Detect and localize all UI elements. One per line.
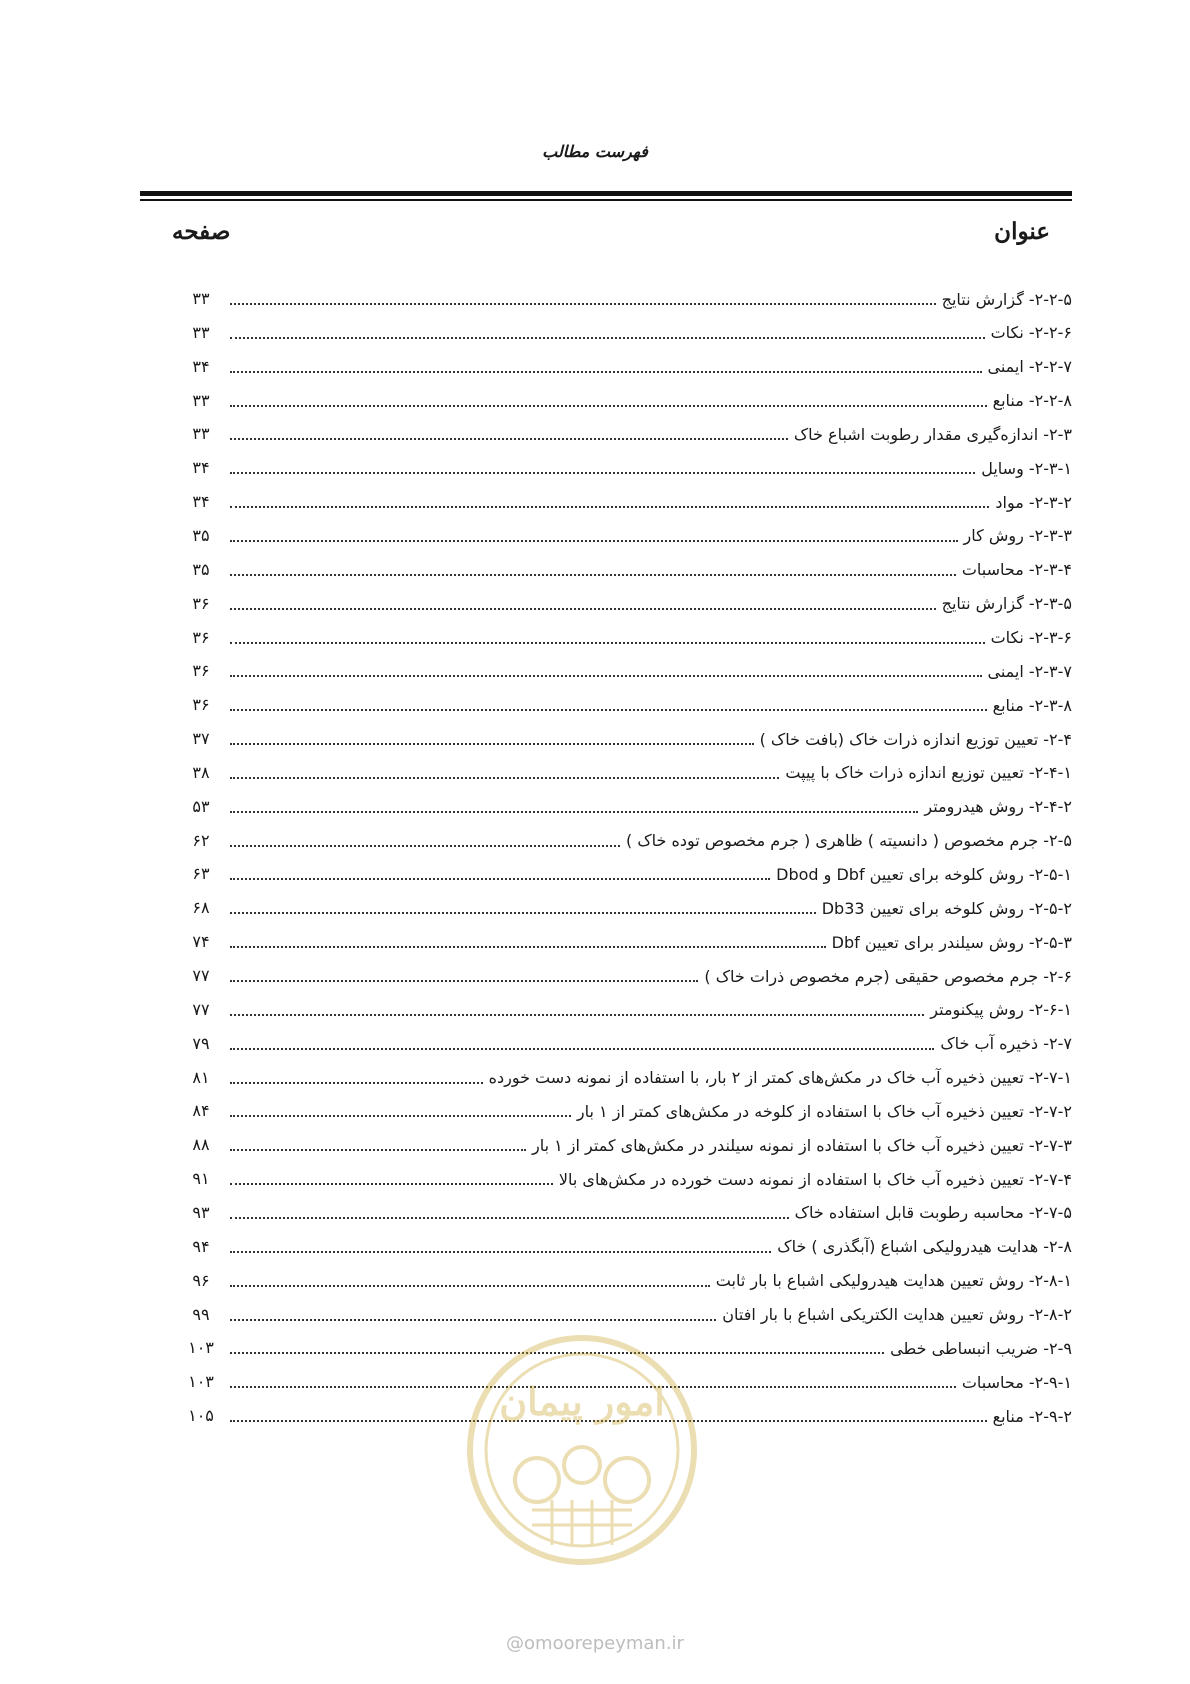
toc-entry-title: ۲-۲-۶- نکات: [990, 323, 1072, 343]
toc-entry-title: ۲-۹- ضریب انبساطی خطی: [890, 1338, 1072, 1358]
toc-row: [0, 383, 1190, 419]
toc-page-number: ۳۸: [192, 762, 210, 782]
toc-entry-title: ۲-۲-۸- منابع: [992, 391, 1072, 411]
toc-row: [0, 653, 1190, 689]
dot-leader: [230, 675, 982, 677]
toc-entry: [230, 552, 1072, 588]
toc-entry: [230, 1127, 1072, 1163]
toc-entry: [230, 992, 1072, 1028]
toc-entry: [230, 349, 1072, 385]
watermark-text: امور پیمان: [499, 1379, 665, 1424]
dot-leader: [230, 1217, 789, 1219]
dot-leader: [230, 303, 936, 305]
toc-entry: [230, 653, 1072, 689]
toc-entry: [230, 924, 1072, 960]
toc-page-number: ۱۰۳: [188, 1338, 214, 1358]
toc-row: [0, 450, 1190, 486]
toc-entry: [230, 687, 1072, 723]
dot-leader: [230, 1115, 571, 1117]
dot-leader: [230, 574, 956, 576]
toc-entry: [230, 315, 1072, 351]
dot-leader: [230, 777, 779, 779]
toc-entry-title: ۲-۵- جرم مخصوص ( دانسیته ) ظاهری ( جرم مخصوص توده خاک ): [626, 831, 1072, 851]
page-header-title: فهرست مطالب: [542, 142, 648, 161]
header-rule-thin: [140, 199, 1072, 201]
dot-leader: [230, 405, 987, 407]
dot-leader: [230, 1014, 924, 1016]
toc-page-number: ۷۹: [192, 1033, 210, 1053]
toc-page-number: ۳۶: [192, 661, 210, 681]
toc-row: [0, 1263, 1190, 1299]
toc-entry-title: ۲-۵-۱- روش کلوخه برای تعیین Dbf و Dbod: [776, 864, 1072, 884]
toc-entry: [230, 416, 1072, 452]
toc-entry: [230, 1026, 1072, 1062]
toc-page-number: ۳۳: [192, 390, 210, 410]
toc-page-number: ۷۷: [192, 966, 210, 985]
toc-page-number: ۳۵: [192, 525, 210, 545]
toc-entry-title: ۲-۳-۱- وسایل: [981, 458, 1072, 478]
toc-page-number: ۹۶: [192, 1270, 210, 1290]
toc-page-number: ۳۶: [192, 593, 210, 613]
toc-page-number: ۶۳: [192, 864, 210, 884]
dot-leader: [230, 1183, 553, 1185]
toc-entry-title: ۲-۲-۵- گزارش نتایج: [941, 289, 1072, 309]
toc-entry-title: ۲-۳-۴- محاسبات: [961, 560, 1072, 580]
toc-page-number: ۸۸: [192, 1135, 210, 1155]
toc-row: [0, 1093, 1190, 1129]
toc-entry-title: ۲-۷-۴- تعیین ذخیره آب خاک با استفاده از نمونه دست خورده در مکش‌های بالا: [558, 1169, 1072, 1189]
toc-entry: [230, 586, 1072, 622]
toc-entry-title: ۲-۳-۸- منابع: [992, 695, 1072, 715]
dot-leader: [230, 845, 620, 847]
dot-leader: [230, 540, 958, 542]
toc-entry: [230, 1297, 1072, 1333]
toc-entry-title: ۲-۷-۱- تعیین ذخیره آب خاک در مکش‌های کمتر از ۲ بار، با استفاده از نمونه دست خورده: [488, 1068, 1072, 1088]
toc-entry-title: ۲-۸- هدایت هیدرولیکی اشباع (آبگذری ) خاک: [777, 1237, 1072, 1257]
toc-entry: [230, 1195, 1072, 1231]
toc-page-number: ۳۳: [192, 289, 210, 308]
watermark-seal: [462, 1330, 702, 1570]
toc-row: [0, 518, 1190, 554]
toc-row: [0, 416, 1190, 452]
toc-entry: [230, 721, 1072, 757]
dot-leader: [230, 980, 698, 982]
toc-entry: [230, 958, 1072, 994]
toc-entry: [230, 1229, 1072, 1265]
toc-entry: [230, 890, 1072, 926]
toc-page-number: ۹۱: [192, 1169, 210, 1189]
toc-entry: [230, 755, 1072, 791]
toc-row: [0, 823, 1190, 859]
toc-row: [0, 620, 1190, 656]
toc-row: [0, 1060, 1190, 1096]
toc-entry: [230, 1060, 1072, 1096]
toc-entry: [230, 789, 1072, 825]
dot-leader: [230, 642, 985, 644]
toc-row: [0, 484, 1190, 520]
dot-leader: [230, 1319, 716, 1321]
dot-leader: [230, 1048, 934, 1050]
toc-entry-title: ۲-۷-۳- تعیین ذخیره آب خاک با استفاده از نمونه سیلندر در مکش‌های کمتر از ۱ بار: [531, 1135, 1072, 1155]
toc-entry-title: ۲-۳- اندازه‌گیری مقدار رطوبت اشباع خاک: [793, 424, 1072, 444]
toc-entry-title: ۲-۷- ذخیره آب خاک: [940, 1034, 1072, 1054]
toc-entry-title: ۲-۶-۱- روش پیکنومتر: [930, 1000, 1072, 1020]
toc-row: [0, 315, 1190, 351]
toc-entry-title: ۲-۳-۶- نکات: [990, 628, 1072, 647]
toc-page-number: ۵۳: [192, 796, 210, 816]
column-page-heading: صفحه: [172, 218, 231, 245]
toc-entry-title: ۲-۹-۲- منابع: [992, 1406, 1072, 1426]
toc-page-number: ۳۵: [192, 559, 210, 579]
toc-row: [0, 721, 1190, 757]
toc-row: [0, 992, 1190, 1028]
toc-page-number: ۳۴: [192, 458, 210, 478]
dot-leader: [230, 1251, 771, 1253]
toc-page-number: ۳۷: [192, 729, 210, 749]
toc-page-number: ۳۶: [192, 695, 210, 715]
toc-entry-title: ۲-۳-۲- مواد: [995, 492, 1072, 512]
toc-entry-title: ۲-۴- تعیین توزیع اندازه ذرات خاک (بافت خاک ): [759, 729, 1072, 749]
footer-url: @omoorepeyman.ir: [506, 1633, 684, 1654]
dot-leader: [230, 946, 826, 948]
dot-leader: [230, 371, 982, 373]
header-rule-thick: [140, 191, 1072, 196]
toc-page-number: ۹۴: [192, 1236, 210, 1256]
dot-leader: [230, 912, 816, 914]
toc-page-number: ۶۲: [192, 830, 210, 850]
toc-row: [0, 924, 1190, 960]
toc-entry: [230, 823, 1072, 859]
toc-row: [0, 1127, 1190, 1163]
dot-leader: [230, 608, 936, 610]
dot-leader: [230, 438, 788, 440]
toc-entry-title: ۲-۴-۱- تعیین توزیع اندازه ذرات خاک با پیپت: [785, 763, 1072, 783]
toc-page-number: ۶۸: [192, 898, 210, 918]
toc-entry-title: ۲-۳-۵- گزارش نتایج: [941, 594, 1072, 614]
toc-page-number: ۳۳: [192, 424, 210, 444]
toc-entry-title: ۲-۷-۲- تعیین ذخیره آب خاک با استفاده از کلوخه در مکش‌های کمتر از ۱ بار: [576, 1101, 1072, 1121]
toc-page-number: ۳۶: [192, 627, 210, 647]
dot-leader: [230, 337, 985, 339]
toc-row: [0, 349, 1190, 385]
toc-entry-title: ۲-۵-۳- روش سیلندر برای تعیین Dbf: [831, 932, 1072, 952]
toc-row: [0, 586, 1190, 622]
dot-leader: [230, 1082, 483, 1084]
toc-entry: [230, 1263, 1072, 1299]
toc-page-number: ۷۴: [192, 932, 210, 952]
dot-leader: [230, 878, 770, 880]
toc-entry-title: ۲-۴-۲- روش هیدرومتر: [924, 797, 1072, 817]
toc-entry: [230, 856, 1072, 892]
toc-entry-title: ۲-۸-۲- روش تعیین هدایت الکتریکی اشباع با بار افتان: [722, 1305, 1072, 1324]
dot-leader: [230, 743, 754, 745]
toc-entry: [230, 281, 1072, 317]
toc-entry: [230, 620, 1072, 656]
toc-page-number: ۹۹: [192, 1304, 210, 1324]
toc-row: [0, 687, 1190, 723]
toc-entry: [230, 1161, 1072, 1197]
toc-entry-title: ۲-۲-۷- ایمنی: [987, 357, 1072, 377]
toc-row: [0, 755, 1190, 791]
toc-page-number: ۸۴: [192, 1101, 210, 1121]
toc-row: [0, 789, 1190, 825]
toc-page-number: ۷۷: [192, 999, 210, 1019]
toc-entry-title: ۲-۷-۵- محاسبه رطوبت قابل استفاده خاک: [794, 1203, 1072, 1223]
toc-entry-title: ۲-۹-۱- محاسبات: [961, 1372, 1072, 1392]
toc-row: [0, 1297, 1190, 1333]
toc-entry-title: ۲-۳-۳- روش کار: [963, 526, 1072, 546]
toc-row: [0, 856, 1190, 892]
toc-row: [0, 552, 1190, 588]
toc-page-number: ۹۳: [192, 1202, 210, 1222]
toc-entry-title: ۲-۵-۲- روش کلوخه برای تعیین Db33: [821, 898, 1072, 918]
dot-leader: [230, 506, 989, 508]
toc-row: [0, 958, 1190, 994]
toc-row: [0, 281, 1190, 317]
toc-page-number: ۱۰۵: [188, 1406, 214, 1426]
toc-row: [0, 1026, 1190, 1062]
toc-page-number: ۱۰۳: [188, 1372, 214, 1392]
gear-icon: [515, 1447, 649, 1502]
toc-entry: [230, 518, 1072, 554]
toc-row: [0, 1195, 1190, 1231]
toc-row: [0, 1161, 1190, 1197]
toc-page-number: ۳۴: [192, 492, 210, 512]
dot-leader: [230, 472, 975, 474]
column-title-heading: عنوان: [994, 218, 1050, 245]
toc-entry: [230, 484, 1072, 520]
toc-entry: [230, 450, 1072, 486]
toc-page-number: ۸۱: [192, 1067, 210, 1087]
toc-page-number: ۳۴: [192, 356, 210, 376]
toc-entry-title: ۲-۳-۷- ایمنی: [987, 661, 1072, 681]
toc-entry-title: ۲-۶- جرم مخصوص حقیقی (جرم مخصوص ذرات خاک ): [704, 966, 1072, 986]
toc-row: [0, 1229, 1190, 1265]
dot-leader: [230, 1149, 526, 1151]
dot-leader: [230, 709, 987, 711]
toc-entry: [230, 383, 1072, 419]
dot-leader: [230, 1285, 710, 1287]
toc-entry: [230, 1093, 1072, 1129]
watermark-outer-ring: [470, 1338, 694, 1562]
toc-row: [0, 890, 1190, 926]
toc-page-number: ۳۳: [192, 322, 210, 342]
toc-entry-title: ۲-۸-۱- روش تعیین هدایت هیدرولیکی اشباع با بار ثابت: [715, 1271, 1072, 1291]
dot-leader: [230, 811, 918, 813]
